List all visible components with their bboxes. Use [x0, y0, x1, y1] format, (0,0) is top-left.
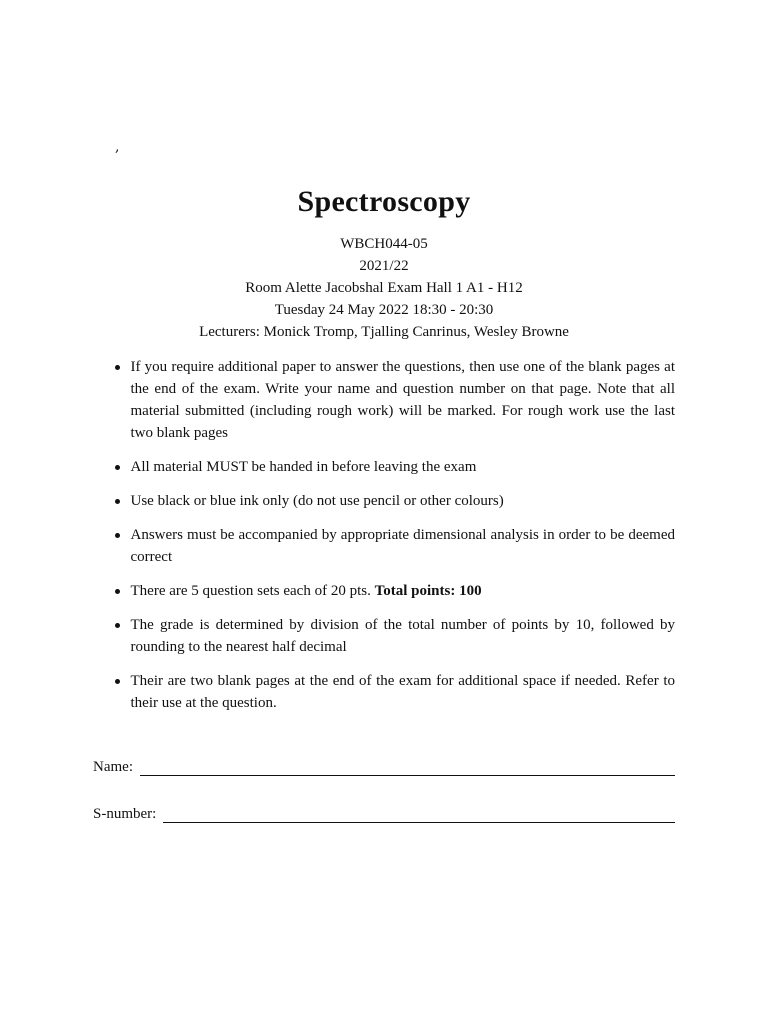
snumber-field-row: [93, 805, 675, 823]
bullet-icon: [115, 679, 120, 684]
bullet-icon: [115, 623, 120, 628]
instruction-text: All material MUST be handed in before leaving the exam: [130, 459, 477, 475]
academic-year: 2021/22: [359, 258, 409, 274]
instruction-text: There are 5 question sets each of 20 pts.: [130, 583, 375, 599]
exam-meta-block: [0, 233, 768, 343]
instruction-item: [110, 580, 675, 602]
name-field-row: [93, 758, 675, 776]
snumber-field[interactable]: [163, 808, 675, 823]
course-code: WBCH044-05: [340, 236, 428, 252]
instruction-item: [110, 356, 675, 444]
snumber-label: S-number:: [93, 806, 157, 822]
exam-datetime: Tuesday 24 May 2022 18:30 - 20:30: [274, 302, 494, 318]
instruction-item: [110, 490, 675, 512]
bullet-icon: [115, 365, 120, 370]
total-points: Total points: 100: [374, 583, 482, 599]
instruction-text: If you require additional paper to answer the questions, then use one of the blank pages at the end of the exam. Write your name and question number on that page. Note that all material submitted (including rough work) will be marked. For rough work use the last two blank pages: [130, 359, 675, 441]
bullet-icon: [115, 465, 120, 470]
instruction-text: Answers must be accompanied by appropriate dimensional analysis in order to be deemed correct: [130, 527, 675, 565]
lecturers: Lecturers: Monick Tromp, Tjalling Canrinus, Wesley Browne: [199, 324, 569, 340]
instruction-item: [110, 456, 675, 478]
instruction-text: Use black or blue ink only (do not use pencil or other colours): [130, 493, 504, 509]
exam-title: Spectroscopy: [297, 185, 471, 218]
bullet-icon: [115, 499, 120, 504]
bullet-icon: [115, 533, 120, 538]
exam-room: Room Alette Jacobshal Exam Hall 1 A1 - H12: [245, 280, 523, 296]
instructions-list: [110, 356, 675, 726]
name-field[interactable]: [140, 761, 675, 776]
instruction-text: Their are two blank pages at the end of the exam for additional space if needed. Refer to their use at the question.: [130, 673, 675, 711]
stray-comma-mark: ,: [115, 139, 120, 155]
instruction-item: [110, 670, 675, 714]
instruction-item: [110, 614, 675, 658]
instruction-text: The grade is determined by division of the total number of points by 10, followed by rounding to the nearest half decimal: [130, 617, 675, 655]
name-label: Name:: [93, 759, 133, 775]
bullet-icon: [115, 589, 120, 594]
instruction-item: [110, 524, 675, 568]
